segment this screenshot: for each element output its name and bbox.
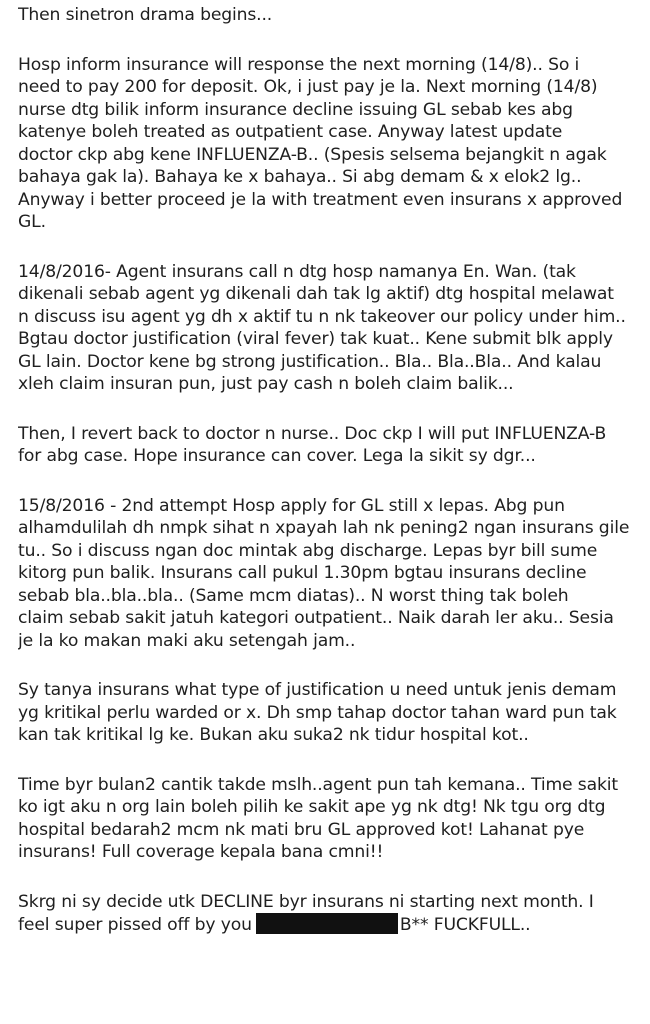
text-line: 15/8/2016 - 2nd attempt Hosp apply for GL still x lepas. Abg pun: [18, 495, 565, 516]
text-line: for abg case. Hope insurance can cover. Lega la sikit sy dgr...: [18, 446, 536, 466]
text-line: GL.: [18, 212, 46, 232]
text-line: ko igt aku n org lain boleh pilih ke sakit ape yg nk dtg! Nk tgu org dtg: [18, 797, 606, 817]
text-line: Anyway i better proceed je la with treatment even insurans x approved: [18, 189, 623, 210]
paragraph-7: [18, 774, 638, 864]
text-line: kitorg pun balik. Insurans call pukul 1.30pm bgtau insurans decline: [18, 563, 587, 583]
paragraph-3: [18, 261, 638, 396]
text-line: alhamdulilah dh nmpk sihat n xpayah lah nk pening2 ngan insurans gile: [18, 518, 630, 538]
text-line: claim sebab sakit jatuh kategori outpatient.. Naik darah ler aku.. Sesia: [18, 608, 614, 628]
text-line: tu.. So i discuss ngan doc mintak abg discharge. Lepas byr bill sume: [18, 540, 598, 561]
text-line: Skrg ni sy decide utk DECLINE byr insurans ni starting next month. I: [18, 891, 594, 912]
text-line: Then sinetron drama begins...: [18, 5, 273, 25]
text-line: yg kritikal perlu warded or x. Dh smp tahap doctor tahan ward pun tak: [18, 702, 617, 723]
text-line: dikenali sebab agent yg dikenali dah tak lg aktif) dtg hospital melawat: [18, 284, 614, 304]
text-line: Time byr bulan2 cantik takde mslh..agent pun tah kemana.. Time sakit: [18, 774, 618, 795]
paragraph-1: [18, 4, 638, 27]
text-segment: B** FUCKFULL..: [399, 915, 531, 935]
text-line: bahaya gak la). Bahaya ke x bahaya.. Si abg demam & x elok2 lg..: [18, 167, 582, 187]
text-line: Hosp inform insurance will response the next morning (14/8).. So i: [18, 54, 580, 75]
text-line: n discuss isu agent yg dh x aktif tu n nk takeover our policy under him..: [18, 306, 626, 327]
text-line: need to pay 200 for deposit. Ok, i just pay je la. Next morning (14/8): [18, 77, 598, 97]
paragraph-4: [18, 423, 638, 468]
text-line: Bgtau doctor justification (viral fever) tak kuat.. Kene submit blk apply: [18, 329, 613, 349]
text-segment: feel super pissed off by you: [18, 915, 252, 935]
text-line: katenye boleh treated as outpatient case. Anyway latest update: [18, 122, 563, 142]
text-line: hospital bedarah2 mcm nk mati bru GL approved kot! Lahanat pye: [18, 819, 585, 840]
paragraph-5: [18, 495, 638, 653]
text-line: GL lain. Doctor kene bg strong justification.. Bla.. Bla..Bla.. And kalau: [18, 351, 602, 372]
text-line: Sy tanya insurans what type of justification u need untuk jenis demam: [18, 680, 617, 700]
redaction-bar: [256, 913, 398, 934]
text-line: je la ko makan maki aku setengah jam..: [18, 630, 356, 651]
text-line: xleh claim insuran pun, just pay cash n boleh claim balik...: [18, 374, 514, 394]
text-line: insurans! Full coverage kepala bana cmni!!: [18, 842, 384, 862]
paragraph-6: [18, 679, 638, 747]
text-line: [18, 913, 638, 936]
text-line: 14/8/2016- Agent insurans call n dtg hosp namanya En. Wan. (tak: [18, 261, 576, 282]
paragraph-final: [18, 891, 638, 936]
text-line: nurse dtg bilik inform insurance decline issuing GL sebab kes abg: [18, 99, 573, 120]
paragraph-2: [18, 54, 638, 234]
text-line: sebab bla..bla..bla.. (Same mcm diatas).. N worst thing tak boleh: [18, 585, 569, 606]
text-line: doctor ckp abg kene INFLUENZA-B.. (Spesis selsema bejangkit n agak: [18, 144, 607, 165]
text-line: kan tak kritikal lg ke. Bukan aku suka2 nk tidur hospital kot..: [18, 725, 529, 745]
text-line: Then, I revert back to doctor n nurse.. Doc ckp I will put INFLUENZA-B: [18, 423, 607, 444]
